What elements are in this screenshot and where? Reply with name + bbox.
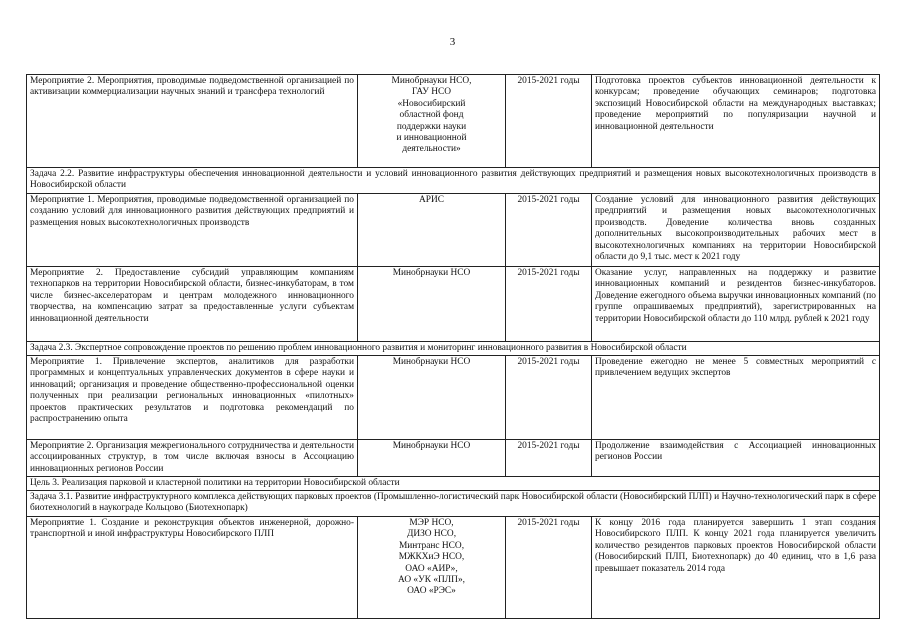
executor-line: МЖКХиЭ НСО, [398, 552, 465, 563]
executor-line: МЭР НСО, [409, 518, 454, 528]
result-cell: Проведение ежегодно не менее 5 совместных мероприятий с привлечением ведущих экспертов [592, 356, 880, 440]
period-cell: 2015-2021 годы [506, 267, 592, 342]
period-cell: 2015-2021 годы [506, 356, 592, 440]
result-cell: Оказание услуг, направленных на поддержку и развитие инновационных компаний и резидентов бизнес-инкубаторов. Доведение ежегодного объема выручки инновационных компаний (по группе опрашиваемых предприятий), зарегистрированных на территории Новосибирской области до 110 млрд. рублей к 2021 году [592, 267, 880, 342]
executor-line: Минобрнауки НСО [392, 357, 471, 367]
task-row [27, 168, 880, 194]
table-row [27, 194, 880, 267]
executor-line: областной фонд [399, 110, 464, 121]
executor-line: ГАУ НСО [411, 87, 452, 98]
executor-line: Минтранс НСО, [398, 540, 465, 551]
table-row [27, 440, 880, 477]
activity-cell: Мероприятие 1. Привлечение экспертов, аналитиков для разработки программных и концептуальных управленческих документов в сфере науки и инноваций; организация и проведение общественно-профессиональной оценки полученных при реализации региональных инновационных «пилотных» проектов практических результатов и подготовка рекомендаций по распространению опыта [27, 356, 358, 440]
activity-cell: Мероприятие 1. Создание и реконструкция объектов инженерной, дорожно-транспортной и иной инфраструктуры Новосибирского ПЛП [27, 517, 358, 619]
executor-cell [358, 440, 506, 477]
table-row [27, 267, 880, 342]
executor-cell [358, 194, 506, 267]
result-cell: Продолжение взаимодействия с Ассоциацией инновационных регионов России [592, 440, 880, 477]
task-heading: Задача 3.1. Развитие инфраструктурного комплекса действующих парковых проектов (Промышленно-логистический парк Новосибирской области (Новосибирский ПЛП) и Научно-технологический парк в сфере биотехнологий в наукограде Кольцово (Биотехнопарк) [27, 491, 880, 517]
executor-line: Минобрнауки НСО [392, 441, 471, 451]
executor-line: ОАО «РЭС» [407, 586, 456, 597]
period-cell: 2015-2021 годы [506, 194, 592, 267]
task-row [27, 342, 880, 356]
period-cell: 2015-2021 годы [506, 75, 592, 168]
executor-line: ОАО «АИР», [405, 563, 458, 574]
executor-cell [358, 356, 506, 440]
executor-line: «Новосибирский [397, 98, 466, 109]
table-row [27, 517, 880, 619]
period-cell: 2015-2021 годы [506, 517, 592, 619]
executor-cell [358, 517, 506, 619]
executor-line: Минобрнауки НСО, [391, 76, 472, 86]
result-cell: Создание условий для инновационного развития действующих предприятий и размещения новых высокотехнологичных производств. Доведение количества вновь созданных дополнительных высокопроизводительных рабочих мест в высокотехнологичных компаниях на территории Новосибирской области до 9,1 тыс. мест к 2021 году [592, 194, 880, 267]
table-row [27, 75, 880, 168]
activity-cell: Мероприятие 1. Мероприятия, проводимые подведомственной организацией по созданию условий для инновационного развития действующих предприятий и размещения новых высокотехнологичных производств [27, 194, 358, 267]
page-number: 3 [449, 36, 456, 48]
task-row [27, 491, 880, 517]
executor-line: и инновационной [396, 133, 467, 144]
executor-line: Минобрнауки НСО [392, 268, 471, 278]
executor-line: АО «УК «ПЛП», [398, 575, 465, 586]
task-heading: Задача 2.2. Развитие инфраструктуры обеспечения инновационной деятельности и условий инновационного развития действующих предприятий и размещения новых высокотехнологичных производств в Новосибирской области [27, 168, 880, 194]
executor-line: поддержки науки [396, 121, 467, 132]
executor-line: ДИЗО НСО, [406, 529, 457, 540]
goal-heading: Цель 3. Реализация парковой и кластерной политики на территории Новосибирской области [27, 477, 880, 491]
activity-cell: Мероприятие 2. Организация межрегионального сотрудничества и деятельности ассоциированных структур, в том числе включая взносы в Ассоциацию инновационных регионов России [27, 440, 358, 477]
program-activities-table [26, 74, 880, 619]
executor-line: деятельности» [402, 144, 461, 155]
table-row [27, 356, 880, 440]
executor-line: АРИС [418, 195, 444, 205]
result-cell: К концу 2016 года планируется завершить 1 этап создания Новосибирского ПЛП. К концу 2021 года планируется увеличить количество резидентов парковых проектов Новосибирской области (Новосибирский ПЛП, Биотехнопарк) до 40 единиц, что в 1,6 раза превышает показатель 2014 года [592, 517, 880, 619]
period-cell: 2015-2021 годы [506, 440, 592, 477]
executor-cell [358, 75, 506, 168]
result-cell: Подготовка проектов субъектов инновационной деятельности к конкурсам; проведение обучающих семинаров; подготовка экспозиций Новосибирской области на международных выставках; проведение мероприятий по популяризации научной и инновационной деятельности [592, 75, 880, 168]
activity-cell: Мероприятие 2. Мероприятия, проводимые подведомственной организацией по активизации коммерциализации научных знаний и трансфера технологий [27, 75, 358, 168]
activity-cell: Мероприятие 2. Предоставление субсидий управляющим компаниям технопарков на территории Новосибирской области, бизнес-инкубаторам, в том числе бизнес-акселераторам и центрам молодежного инновационного творчества, на компенсацию затрат за предоставленные услуги субъектам инновационной деятельности [27, 267, 358, 342]
task-heading: Задача 2.3. Экспертное сопровождение проектов по решению проблем инновационного развития и мониторинг инновационного развития в Новосибирской области [27, 342, 880, 356]
goal-row [27, 477, 880, 491]
executor-cell [358, 267, 506, 342]
